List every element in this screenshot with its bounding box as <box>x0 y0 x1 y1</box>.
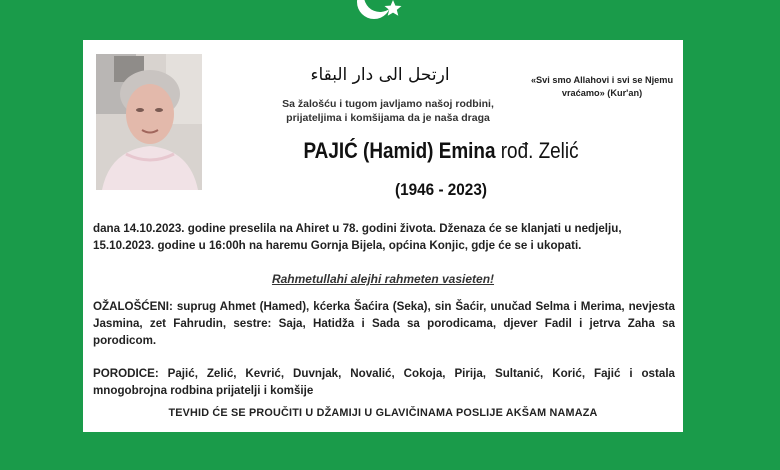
quran-quote: «Svi smo Allahovi i svi se Njemu vraćamo» (Kur'an) <box>530 75 674 98</box>
deceased-maiden-name: rođ. Zelić <box>495 138 579 163</box>
intro-text <box>258 97 518 125</box>
intro-line-2: prijateljima i komšijama da je naša draga <box>286 112 490 124</box>
intro-line-1: Sa žalošću i tugom javljamo našoj rodbini, <box>282 98 494 110</box>
life-years: (1946 - 2023) <box>395 180 487 199</box>
deceased-photo <box>96 54 202 190</box>
crescent-star-icon <box>348 0 412 30</box>
deceased-name-main: PAJIĆ (Hamid) Emina <box>303 138 496 163</box>
prayer-line: Rahmetullahi alejhi rahmeten vasieten! <box>271 272 495 286</box>
death-announcement: dana 14.10.2023. godine preselila na Ahiret u 78. godini života. Dženaza će se klanjati u nedjelju, 15.10.2023. godine u 16:00h na haremu Gornja Bijela, općina Konjic, gdje će se i ukopati. <box>93 222 622 252</box>
obituary-card <box>83 40 683 432</box>
arabic-heading-text: ارتحل الى دار البقاء <box>310 65 450 85</box>
tevhid-notice: TEVHID ĆE SE PROUČITI U DŽAMIJI U GLAVIČINAMA POSLIJE AKŠAM NAMAZA <box>168 407 598 419</box>
arabic-heading <box>310 52 450 92</box>
families-list: PORODICE: Pajić, Zelić, Kevrić, Duvnjak, Novalić, Cokoja, Pirija, Sultanić, Korić, Fajić i ostala mnogobrojna rodbina prijatelji i komšije <box>93 367 675 397</box>
deceased-name <box>243 138 639 164</box>
mourners-list: OŽALOŠĆENI: suprug Ahmet (Hamed), kćerka Šaćira (Seka), sin Šaćir, unučad Selma i Merima, nevjesta Jasmina, zet Fahrudin, sestre: Saja, Hatidža i Sada sa porodicama, djever Fadil i jetrva Zaha sa porodicom. <box>93 300 675 347</box>
